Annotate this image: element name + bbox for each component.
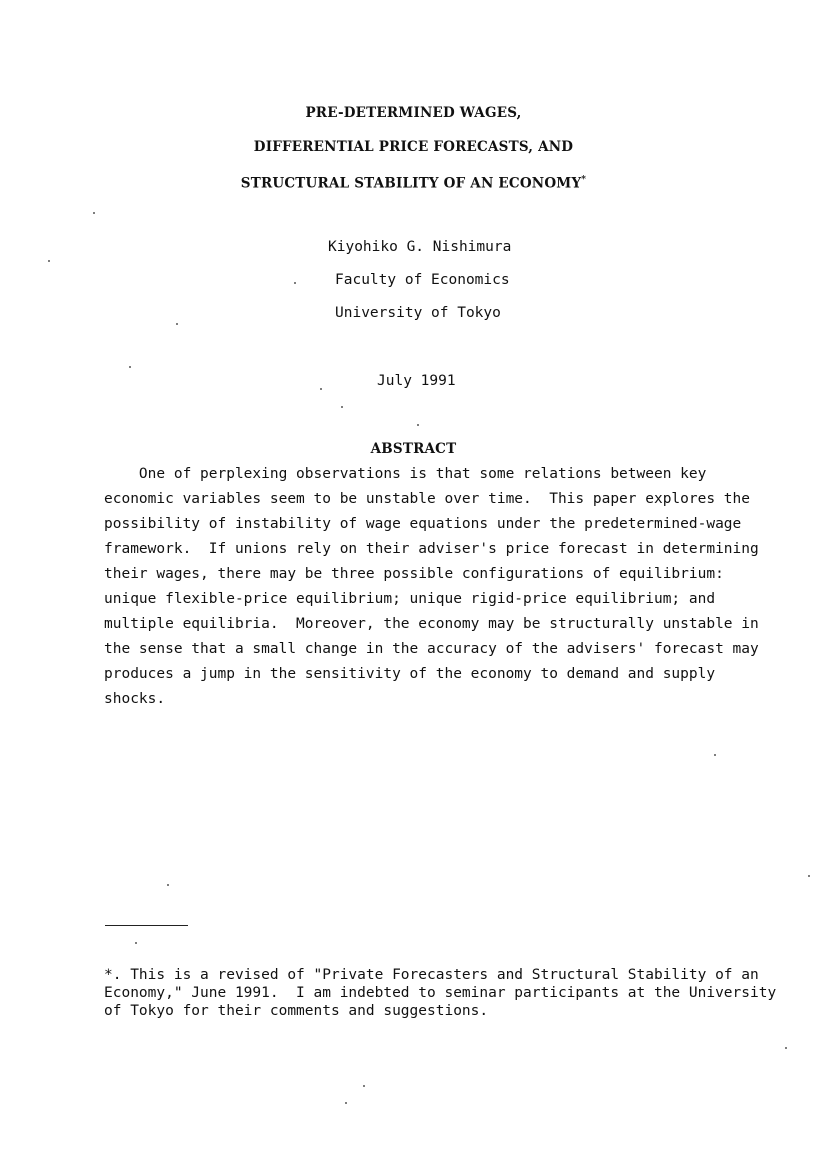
- scan-speck: [417, 424, 419, 426]
- abstract-line: produces a jump in the sensitivity of the economy to demand and supply: [104, 666, 716, 682]
- scan-speck: [345, 1102, 347, 1104]
- abstract-line: their wages, there may be three possible configurations of equilibrium:: [104, 566, 724, 582]
- abstract-line: possibility of instability of wage equations under the predetermined-wage: [104, 516, 742, 532]
- author-name: Kiyohiko G. Nishimura: [328, 239, 512, 255]
- title-line-3: [0, 171, 827, 193]
- title-footnote-marker: *: [581, 175, 587, 185]
- footnote-rule: [105, 925, 188, 926]
- scan-speck: [363, 1085, 365, 1087]
- title-line-2: DIFFERENTIAL PRICE FORECASTS, AND: [253, 139, 574, 155]
- scan-speck: [135, 942, 137, 944]
- footnote-line: of Tokyo for their comments and suggestions.: [104, 1003, 489, 1019]
- abstract-line: unique flexible-price equilibrium; unique rigid-price equilibrium; and: [104, 591, 716, 607]
- abstract-line: multiple equilibria. Moreover, the economy may be structurally unstable in: [104, 616, 759, 632]
- scan-speck: [48, 260, 50, 262]
- abstract-line: economic variables seem to be unstable over time. This paper explores the: [104, 491, 751, 507]
- scan-speck: [294, 282, 296, 284]
- scan-speck: [129, 366, 131, 368]
- abstract-line: framework. If unions rely on their adviser's price forecast in determining: [104, 541, 759, 557]
- title-line-1: PRE-DETERMINED WAGES,: [305, 105, 522, 121]
- footnote-line: Economy," June 1991. I am indebted to seminar participants at the University: [104, 985, 777, 1001]
- author-faculty: Faculty of Economics: [335, 272, 510, 288]
- title-line-3-text: STRUCTURAL STABILITY OF AN ECONOMY: [240, 175, 582, 192]
- abstract-line: the sense that a small change in the accuracy of the advisers' forecast may: [104, 641, 759, 657]
- scan-speck: [93, 212, 95, 214]
- abstract-line: shocks.: [104, 691, 166, 707]
- author-university: University of Tokyo: [335, 305, 501, 321]
- scan-speck: [808, 875, 810, 877]
- scan-speck: [320, 388, 322, 390]
- scan-speck: [176, 323, 178, 325]
- scan-speck: [167, 884, 169, 886]
- scan-speck: [341, 406, 343, 408]
- abstract-heading: ABSTRACT: [370, 441, 457, 457]
- scan-speck: [785, 1047, 787, 1049]
- publication-date: July 1991: [377, 373, 456, 389]
- abstract-line: One of perplexing observations is that some relations between key: [104, 466, 707, 482]
- footnote-line: *. This is a revised of "Private Forecasters and Structural Stability of an: [104, 967, 759, 983]
- scan-speck: [714, 754, 716, 756]
